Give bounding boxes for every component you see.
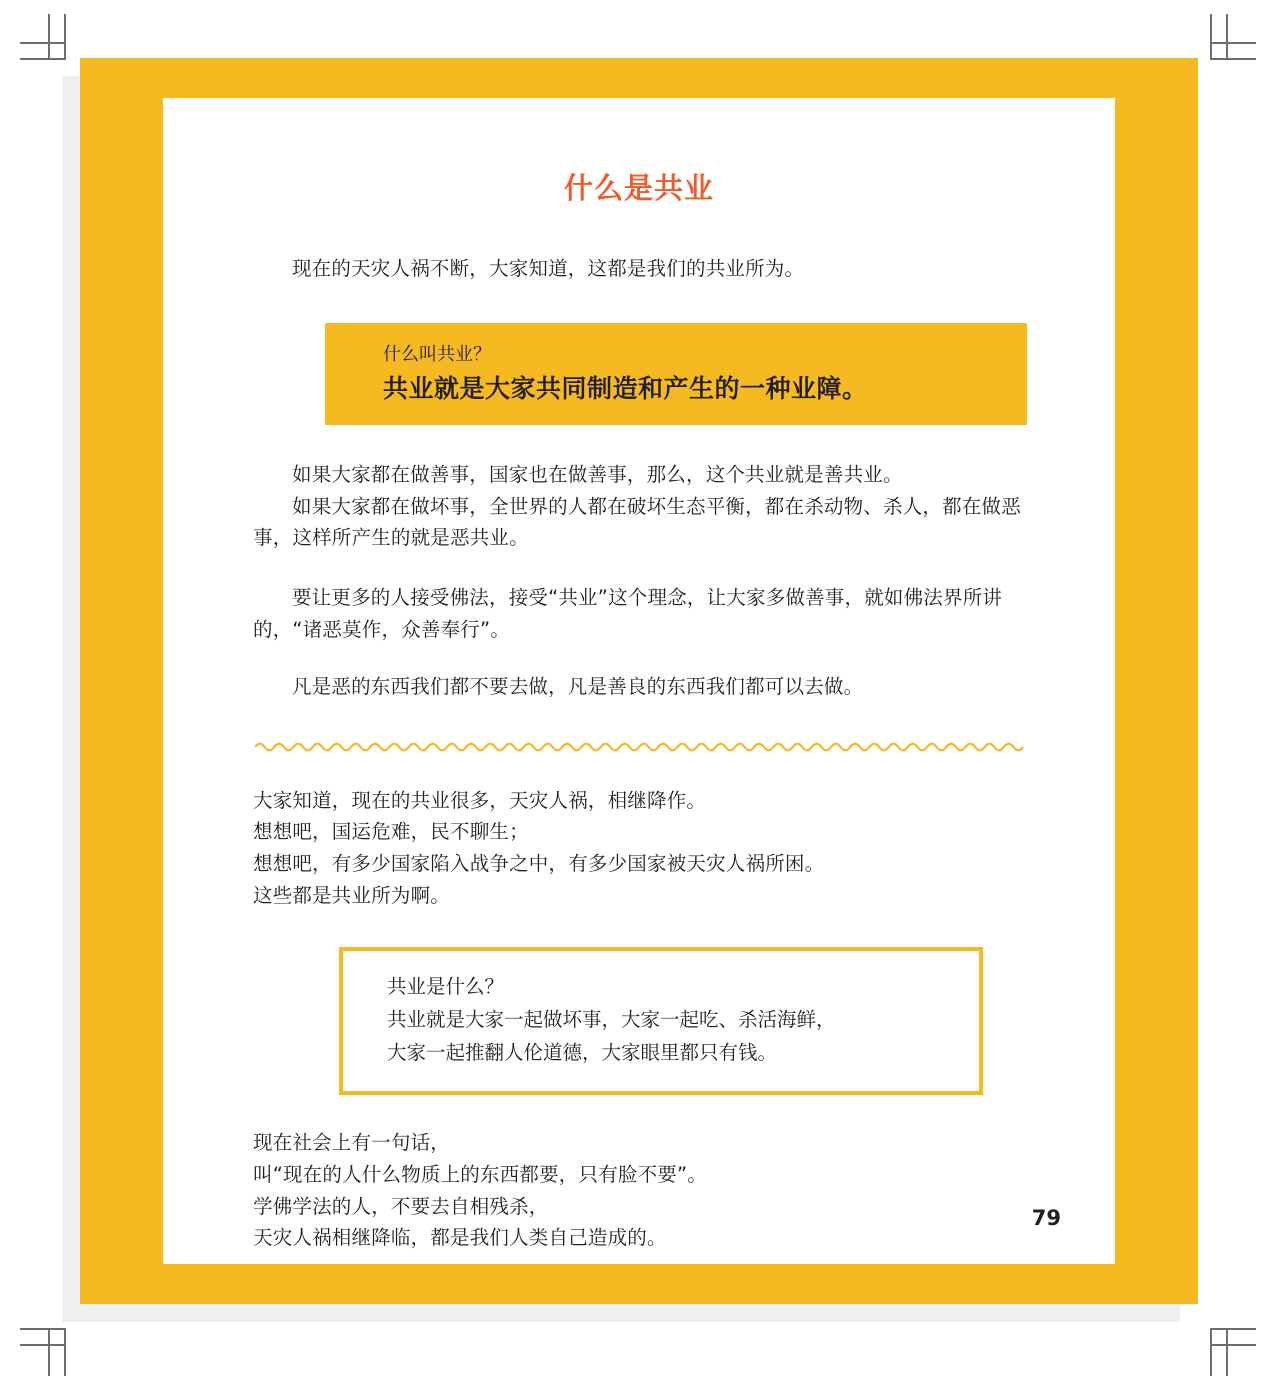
callout-outline-line: 共业就是大家一起做坏事，大家一起吃、杀活海鲜， bbox=[387, 1007, 836, 1031]
text-line: 想想吧，有多少国家陷入战争之中，有多少国家被天灾人祸所困。 bbox=[253, 851, 825, 875]
page-content bbox=[163, 98, 1115, 1264]
text-line: 想想吧，国运危难，民不聊生； bbox=[253, 820, 529, 844]
wavy-line-icon bbox=[255, 740, 1025, 754]
text-line: 天灾人祸相继降临，都是我们人类自己造成的。 bbox=[253, 1226, 667, 1250]
callout-solid bbox=[325, 323, 1027, 426]
page-title: 什么是共业 bbox=[563, 171, 714, 205]
paragraph-group-1 bbox=[215, 459, 1063, 554]
callout-outline bbox=[339, 947, 983, 1095]
paragraph-group-3 bbox=[215, 671, 1063, 703]
crop-mark-bottom-right bbox=[1192, 1310, 1256, 1380]
paragraph: 如果大家都在做善事，国家也在做善事，那么，这个共业就是善共业。 bbox=[292, 463, 903, 487]
text-line: 学佛学法的人，不要去自相残杀， bbox=[253, 1194, 549, 1218]
paragraph: 如果大家都在做坏事，全世界的人都在破坏生态平衡，都在杀动物、杀人，都在做恶事，这样所产生的就是恶共业。 bbox=[253, 494, 1021, 550]
callout-outline-line: 大家一起推翻人伦道德，大家眼里都只有钱。 bbox=[387, 1040, 778, 1064]
crop-mark-top-right bbox=[1192, 14, 1256, 78]
text-line: 叫“现在的人什么物质上的东西都要，只有脸不要”。 bbox=[253, 1162, 708, 1186]
middle-lines-block bbox=[215, 785, 1063, 911]
callout-solid-answer: 共业就是大家共同制造和产生的一种业障。 bbox=[383, 373, 868, 403]
crop-mark-top-left bbox=[20, 14, 84, 78]
page-number: 79 bbox=[1031, 1206, 1061, 1230]
end-lines-block bbox=[215, 1127, 1063, 1253]
text-line: 这些都是共业所为啊。 bbox=[253, 883, 451, 907]
callout-outline-line: 共业是什么？ bbox=[387, 975, 505, 999]
text-line: 大家知道，现在的共业很多，天灾人祸，相继降作。 bbox=[253, 788, 707, 812]
intro-paragraph: 现在的天灾人祸不断，大家知道，这都是我们的共业所为。 bbox=[292, 257, 805, 280]
paragraph: 要让更多的人接受佛法，接受“共业”这个理念，让大家多做善事，就如佛法界所讲的，“诸恶莫作，众善奉行”。 bbox=[253, 586, 1003, 641]
text-line: 现在社会上有一句话， bbox=[253, 1131, 451, 1155]
wavy-divider bbox=[255, 739, 1021, 757]
intro-paragraph-block bbox=[215, 253, 1063, 285]
paragraph: 凡是恶的东西我们都不要去做，凡是善良的东西我们都可以去做。 bbox=[292, 675, 864, 699]
callout-solid-question: 什么叫共业？ bbox=[383, 343, 491, 365]
paragraph-group-2 bbox=[215, 582, 1063, 645]
